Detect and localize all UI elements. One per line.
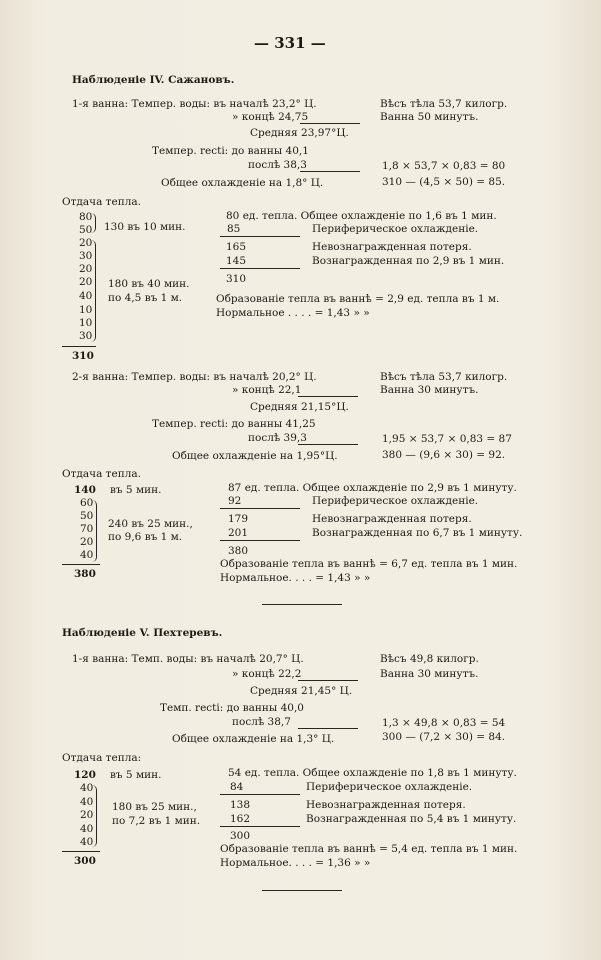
heat-output-label: Отдача тепла. bbox=[62, 196, 141, 208]
balance-row: 87 ед. тепла. Общее охлажденіе по 2,9 въ 1 минуту. bbox=[228, 482, 517, 494]
heat-total: 310 bbox=[72, 350, 94, 362]
formula: 300 — (7,2 × 30) = 84. bbox=[382, 731, 506, 743]
rule-line bbox=[300, 171, 360, 172]
bath-line: » концѣ 22,2 bbox=[232, 668, 302, 680]
bath-weight: Вѣсъ тѣла 53,7 килогр. bbox=[380, 98, 508, 110]
brace-label: 180 въ 25 мин., bbox=[112, 801, 197, 813]
section-title: Наблюденіе V. Пехтеревъ. bbox=[62, 627, 223, 639]
heat-value: 60 bbox=[80, 497, 94, 509]
rule-line bbox=[298, 444, 358, 445]
balance-row: 54 ед. тепла. Общее охлажденіе по 1,8 въ 1 минуту. bbox=[228, 767, 517, 779]
heat-value: 40 bbox=[80, 549, 94, 561]
balance-row: Невознагражденная потеря. bbox=[312, 241, 472, 253]
bath-line: 1-я ванна: Темп. воды: въ началѣ 20,7° Ц. bbox=[72, 653, 304, 665]
brace-label: по 7,2 въ 1 мин. bbox=[112, 815, 201, 827]
balance-row: 165 bbox=[226, 241, 247, 253]
rule-line bbox=[298, 680, 358, 681]
rule-line bbox=[62, 564, 100, 565]
brace bbox=[92, 500, 97, 562]
heat-value: 50 bbox=[80, 510, 94, 522]
balance-row: 138 bbox=[230, 799, 251, 811]
balance-row: 201 bbox=[228, 527, 249, 539]
average-temp: Средняя 21,15°Ц. bbox=[250, 401, 349, 413]
heat-value: 40 bbox=[80, 782, 94, 794]
balance-row: 85 bbox=[227, 223, 241, 235]
rectal-temp: Темп. recti: до ванны 40,0 bbox=[160, 702, 304, 714]
heat-value: 70 bbox=[80, 523, 94, 535]
rule-line bbox=[220, 794, 300, 795]
balance-row: Периферическое охлажденіе. bbox=[312, 223, 479, 235]
brace-label: 180 въ 40 мин. bbox=[108, 278, 190, 290]
rectal-temp: Темпер. recti: до ванны 41,25 bbox=[152, 418, 316, 430]
heat-total: 380 bbox=[74, 568, 96, 580]
rule-line bbox=[220, 236, 300, 237]
heat-value: 50 bbox=[79, 224, 93, 236]
formula: 1,3 × 49,8 × 0,83 = 54 bbox=[382, 717, 506, 729]
heat-value: 30 bbox=[79, 330, 93, 342]
rule-line bbox=[220, 268, 300, 269]
brace-label: въ 5 мин. bbox=[110, 484, 162, 496]
bath-weight: Вѣсъ тѣла 53,7 килогр. bbox=[380, 371, 508, 383]
bath-duration: Ванна 30 минутъ. bbox=[380, 668, 479, 680]
heat-value: 120 bbox=[74, 769, 96, 781]
rule-line bbox=[298, 396, 358, 397]
heat-value: 40 bbox=[80, 796, 94, 808]
balance-row: Вознагражденная по 6,7 въ 1 минуту. bbox=[312, 527, 523, 539]
heat-value: 140 bbox=[74, 484, 96, 496]
rule-line bbox=[62, 851, 100, 852]
balance-row: Невознагражденная потеря. bbox=[306, 799, 466, 811]
balance-row: Вознагражденная по 2,9 въ 1 мин. bbox=[312, 255, 505, 267]
heat-total: 300 bbox=[74, 855, 96, 867]
rule-line bbox=[220, 508, 300, 509]
formula: 1,8 × 53,7 × 0,83 = 80 bbox=[382, 160, 506, 172]
brace bbox=[92, 785, 97, 847]
balance-row: Образованіе тепла въ ваннѣ = 5,4 ед. тепла въ 1 мин. bbox=[220, 843, 518, 855]
brace-label: по 9,6 въ 1 м. bbox=[108, 531, 183, 543]
brace-label: въ 5 мин. bbox=[110, 769, 162, 781]
balance-row: Нормальное. . . . = 1,43 » » bbox=[220, 572, 371, 584]
rectal-temp: послѣ 38,3 bbox=[248, 159, 307, 171]
balance-row: Образованіе тепла въ ваннѣ = 6,7 ед. тепла въ 1 мин. bbox=[220, 558, 518, 570]
balance-row: Периферическое охлажденіе. bbox=[312, 495, 479, 507]
rule-line bbox=[300, 123, 360, 124]
heat-value: 10 bbox=[79, 304, 93, 316]
balance-total: 310 bbox=[226, 273, 247, 285]
page-number: — 331 — bbox=[254, 34, 326, 52]
bath-line: 1-я ванна: Темпер. воды: въ началѣ 23,2° Ц. bbox=[72, 98, 317, 110]
balance-row: Невознагражденная потеря. bbox=[312, 513, 472, 525]
average-temp: Средняя 21,45° Ц. bbox=[250, 685, 353, 697]
heat-value: 80 bbox=[79, 211, 93, 223]
balance-row: 92 bbox=[228, 495, 242, 507]
balance-row: 80 ед. тепла. Общее охлажденіе по 1,6 въ 1 мин. bbox=[226, 210, 497, 222]
heat-value: 20 bbox=[79, 237, 93, 249]
rectal-temp: послѣ 38,7 bbox=[232, 716, 291, 728]
balance-row: 84 bbox=[230, 781, 244, 793]
rectal-temp: Темпер. recti: до ванны 40,1 bbox=[152, 145, 309, 157]
bath-line: 2-я ванна: Темпер. воды: въ началѣ 20,2° Ц. bbox=[72, 371, 317, 383]
heat-output-label: Отдача тепла: bbox=[62, 752, 142, 764]
heat-value: 20 bbox=[79, 263, 93, 275]
heat-value: 40 bbox=[79, 290, 93, 302]
heat-value: 40 bbox=[80, 836, 94, 848]
average-temp: Средняя 23,97°Ц. bbox=[250, 127, 349, 139]
balance-row: 145 bbox=[226, 255, 247, 267]
balance-total: 380 bbox=[228, 545, 249, 557]
bath-weight: Вѣсъ 49,8 килогр. bbox=[380, 653, 479, 665]
balance-row: Вознагражденная по 5,4 въ 1 минуту. bbox=[306, 813, 517, 825]
balance-row: Образованіе тепла въ ваннѣ = 2,9 ед. тепла въ 1 м. bbox=[216, 293, 500, 305]
heat-value: 40 bbox=[80, 823, 94, 835]
brace bbox=[91, 213, 96, 233]
formula: 1,95 × 53,7 × 0,83 = 87 bbox=[382, 433, 512, 445]
rule-line bbox=[220, 540, 300, 541]
formula: 310 — (4,5 × 50) = 85. bbox=[382, 176, 506, 188]
balance-row: Нормальное. . . . = 1,36 » » bbox=[220, 857, 371, 869]
rule-line bbox=[220, 826, 300, 827]
total-cooling: Общее охлажденіе на 1,95°Ц. bbox=[172, 450, 338, 462]
rule-line bbox=[298, 728, 358, 729]
section-divider bbox=[262, 890, 342, 891]
rule-line bbox=[62, 346, 96, 347]
total-cooling: Общее охлажденіе на 1,8° Ц. bbox=[161, 177, 324, 189]
rectal-temp: послѣ 39,3 bbox=[248, 432, 307, 444]
formula: 380 — (9,6 × 30) = 92. bbox=[382, 449, 506, 461]
balance-row: Периферическое охлажденіе. bbox=[306, 781, 473, 793]
brace bbox=[91, 240, 96, 342]
heat-value: 20 bbox=[80, 809, 94, 821]
bath-duration: Ванна 50 минутъ. bbox=[380, 111, 479, 123]
heat-value: 20 bbox=[79, 276, 93, 288]
total-cooling: Общее охлажденіе на 1,3° Ц. bbox=[172, 733, 335, 745]
heat-value: 30 bbox=[79, 250, 93, 262]
brace-label: 130 въ 10 мин. bbox=[104, 221, 186, 233]
balance-row: Нормальное . . . . = 1,43 » » bbox=[216, 307, 370, 319]
balance-total: 300 bbox=[230, 830, 251, 842]
heat-value: 20 bbox=[80, 536, 94, 548]
bath-line: » концѣ 24,75 bbox=[232, 111, 309, 123]
bath-line: » концѣ 22,1 bbox=[232, 384, 302, 396]
balance-row: 162 bbox=[230, 813, 251, 825]
section-divider bbox=[262, 604, 342, 605]
bath-duration: Ванна 30 минутъ. bbox=[380, 384, 479, 396]
brace-label: 240 въ 25 мин., bbox=[108, 518, 193, 530]
balance-row: 179 bbox=[228, 513, 249, 525]
section-title: Наблюденіе IV. Сажановъ. bbox=[72, 74, 235, 86]
heat-output-label: Отдача тепла. bbox=[62, 468, 141, 480]
brace-label: по 4,5 въ 1 м. bbox=[108, 292, 183, 304]
heat-value: 10 bbox=[79, 317, 93, 329]
